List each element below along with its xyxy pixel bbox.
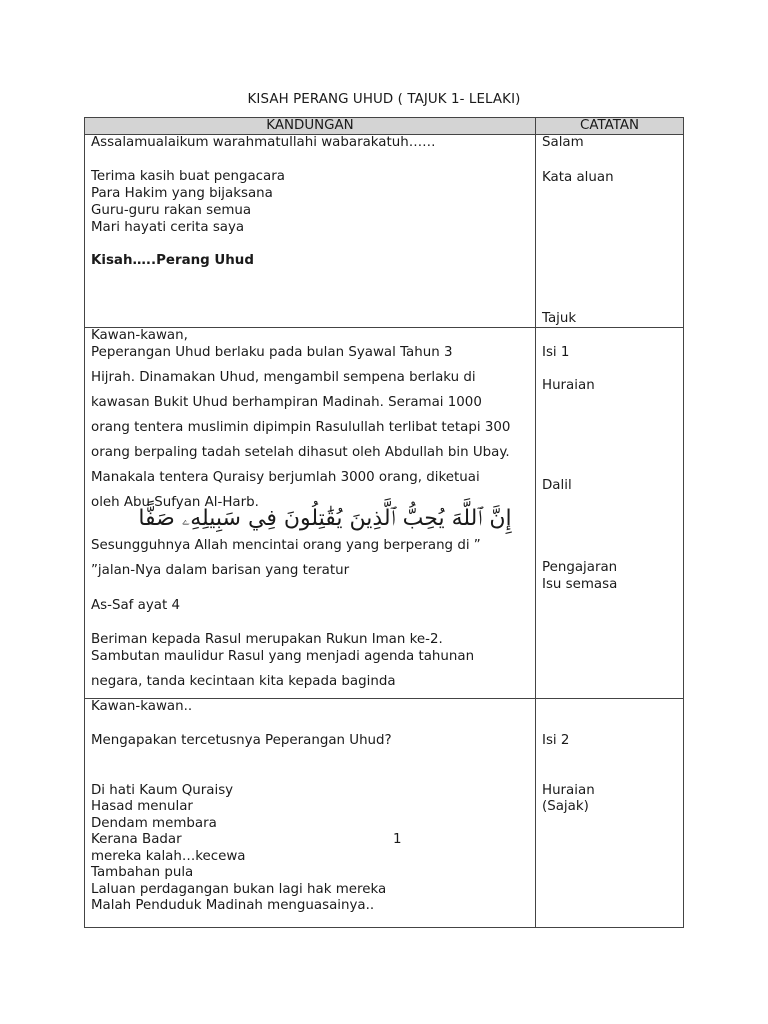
greeting-line: Assalamualaikum warahmatullahi wabarakatuh……: [91, 135, 436, 150]
document-title: KISAH PERANG UHUD ( TAJUK 1- LELAKI): [247, 92, 521, 107]
header-kandungan: KANDUNGAN: [85, 118, 536, 135]
text-line: negara, tanda kecintaan kita kepada baginda: [91, 674, 396, 689]
note-huraian: Huraian: [542, 378, 595, 393]
poem-line: Malah Penduduk Madinah menguasainya..: [91, 898, 375, 913]
poem-line: Laluan perdagangan bukan lagi hak mereka: [91, 882, 387, 897]
translation-line: Sesungguhnya Allah mencintai orang yang berperang di ”: [91, 538, 481, 553]
note-isi-1: Isi 1: [542, 345, 570, 360]
poem-line: mereka kalah…kecewa: [91, 849, 246, 864]
text-line: Guru-guru rakan semua: [91, 203, 252, 218]
poem-line: Dendam membara: [91, 816, 217, 831]
note-pengajaran: Pengajaran: [542, 560, 618, 575]
note-kata-aluan: Kata aluan: [542, 170, 614, 185]
note-salam: Salam: [542, 135, 584, 150]
text-line: Hijrah. Dinamakan Uhud, mengambil sempena berlaku di: [91, 370, 476, 385]
arabic-verse: إِنَّ ٱللَّهَ يُحِبُّ ٱلَّذِينَ يُقَٰتِلُونَ فِي سَبِيلِهِۦ صَفًّا: [138, 506, 512, 531]
row1-content: [85, 135, 536, 328]
text-line: Manakala tentera Quraisy berjumlah 3000 orang, diketuai: [91, 470, 480, 485]
row2-notes: [536, 328, 684, 699]
poem-line: Kerana Badar: [91, 832, 182, 847]
note-isu-semasa: Isu semasa: [542, 577, 618, 592]
text-line: orang berpaling tadah setelah dihasut oleh Abdullah bin Ubay.: [91, 445, 510, 460]
text-line: Kawan-kawan..: [91, 699, 193, 714]
text-line: Terima kasih buat pengacara: [91, 169, 285, 184]
text-line: Mari hayati cerita saya: [91, 220, 245, 235]
text-line: oleh Abu Sufyan Al-Harb.: [91, 495, 259, 510]
note-tajuk: Tajuk: [542, 311, 577, 326]
row3-notes: [536, 699, 684, 928]
verse-reference: As-Saf ayat 4: [91, 598, 181, 613]
text-line: Para Hakim yang bijaksana: [91, 186, 273, 201]
table-header-row: [85, 118, 684, 135]
row1-notes: [536, 135, 684, 328]
header-catatan: CATATAN: [536, 118, 684, 135]
translation-line: ”jalan-Nya dalam barisan yang teratur: [91, 563, 350, 578]
note-dalil: Dalil: [542, 478, 572, 493]
story-title-line: Kisah…..Perang Uhud: [91, 253, 254, 268]
text-line: Sambutan maulidur Rasul yang menjadi agenda tahunan: [91, 649, 475, 664]
note-isi-2: Isi 2: [542, 733, 570, 748]
table-row: [85, 328, 684, 699]
row3-content: [85, 699, 536, 928]
poem-line: Hasad menular: [91, 799, 193, 814]
note-sajak: (Sajak): [542, 799, 589, 814]
question-line: Mengapakan tercetusnya Peperangan Uhud?: [91, 733, 392, 748]
poem-line: Tambahan pula: [91, 865, 194, 880]
poem-line: Di hati Kaum Quraisy: [91, 783, 234, 798]
table-row: [85, 699, 684, 928]
content-table: [84, 117, 684, 928]
table-row: [85, 135, 684, 328]
text-line: Beriman kepada Rasul merupakan Rukun Iman ke-2.: [91, 632, 443, 647]
page-number: 1: [393, 832, 402, 847]
row2-content: [85, 328, 536, 699]
text-line: Peperangan Uhud berlaku pada bulan Syawal Tahun 3: [91, 345, 453, 360]
text-line: Kawan-kawan,: [91, 328, 188, 343]
text-line: kawasan Bukit Uhud berhampiran Madinah. Seramai 1000: [91, 395, 482, 410]
text-line: orang tentera muslimin dipimpin Rasulullah terlibat tetapi 300: [91, 420, 511, 435]
note-huraian: Huraian: [542, 783, 595, 798]
